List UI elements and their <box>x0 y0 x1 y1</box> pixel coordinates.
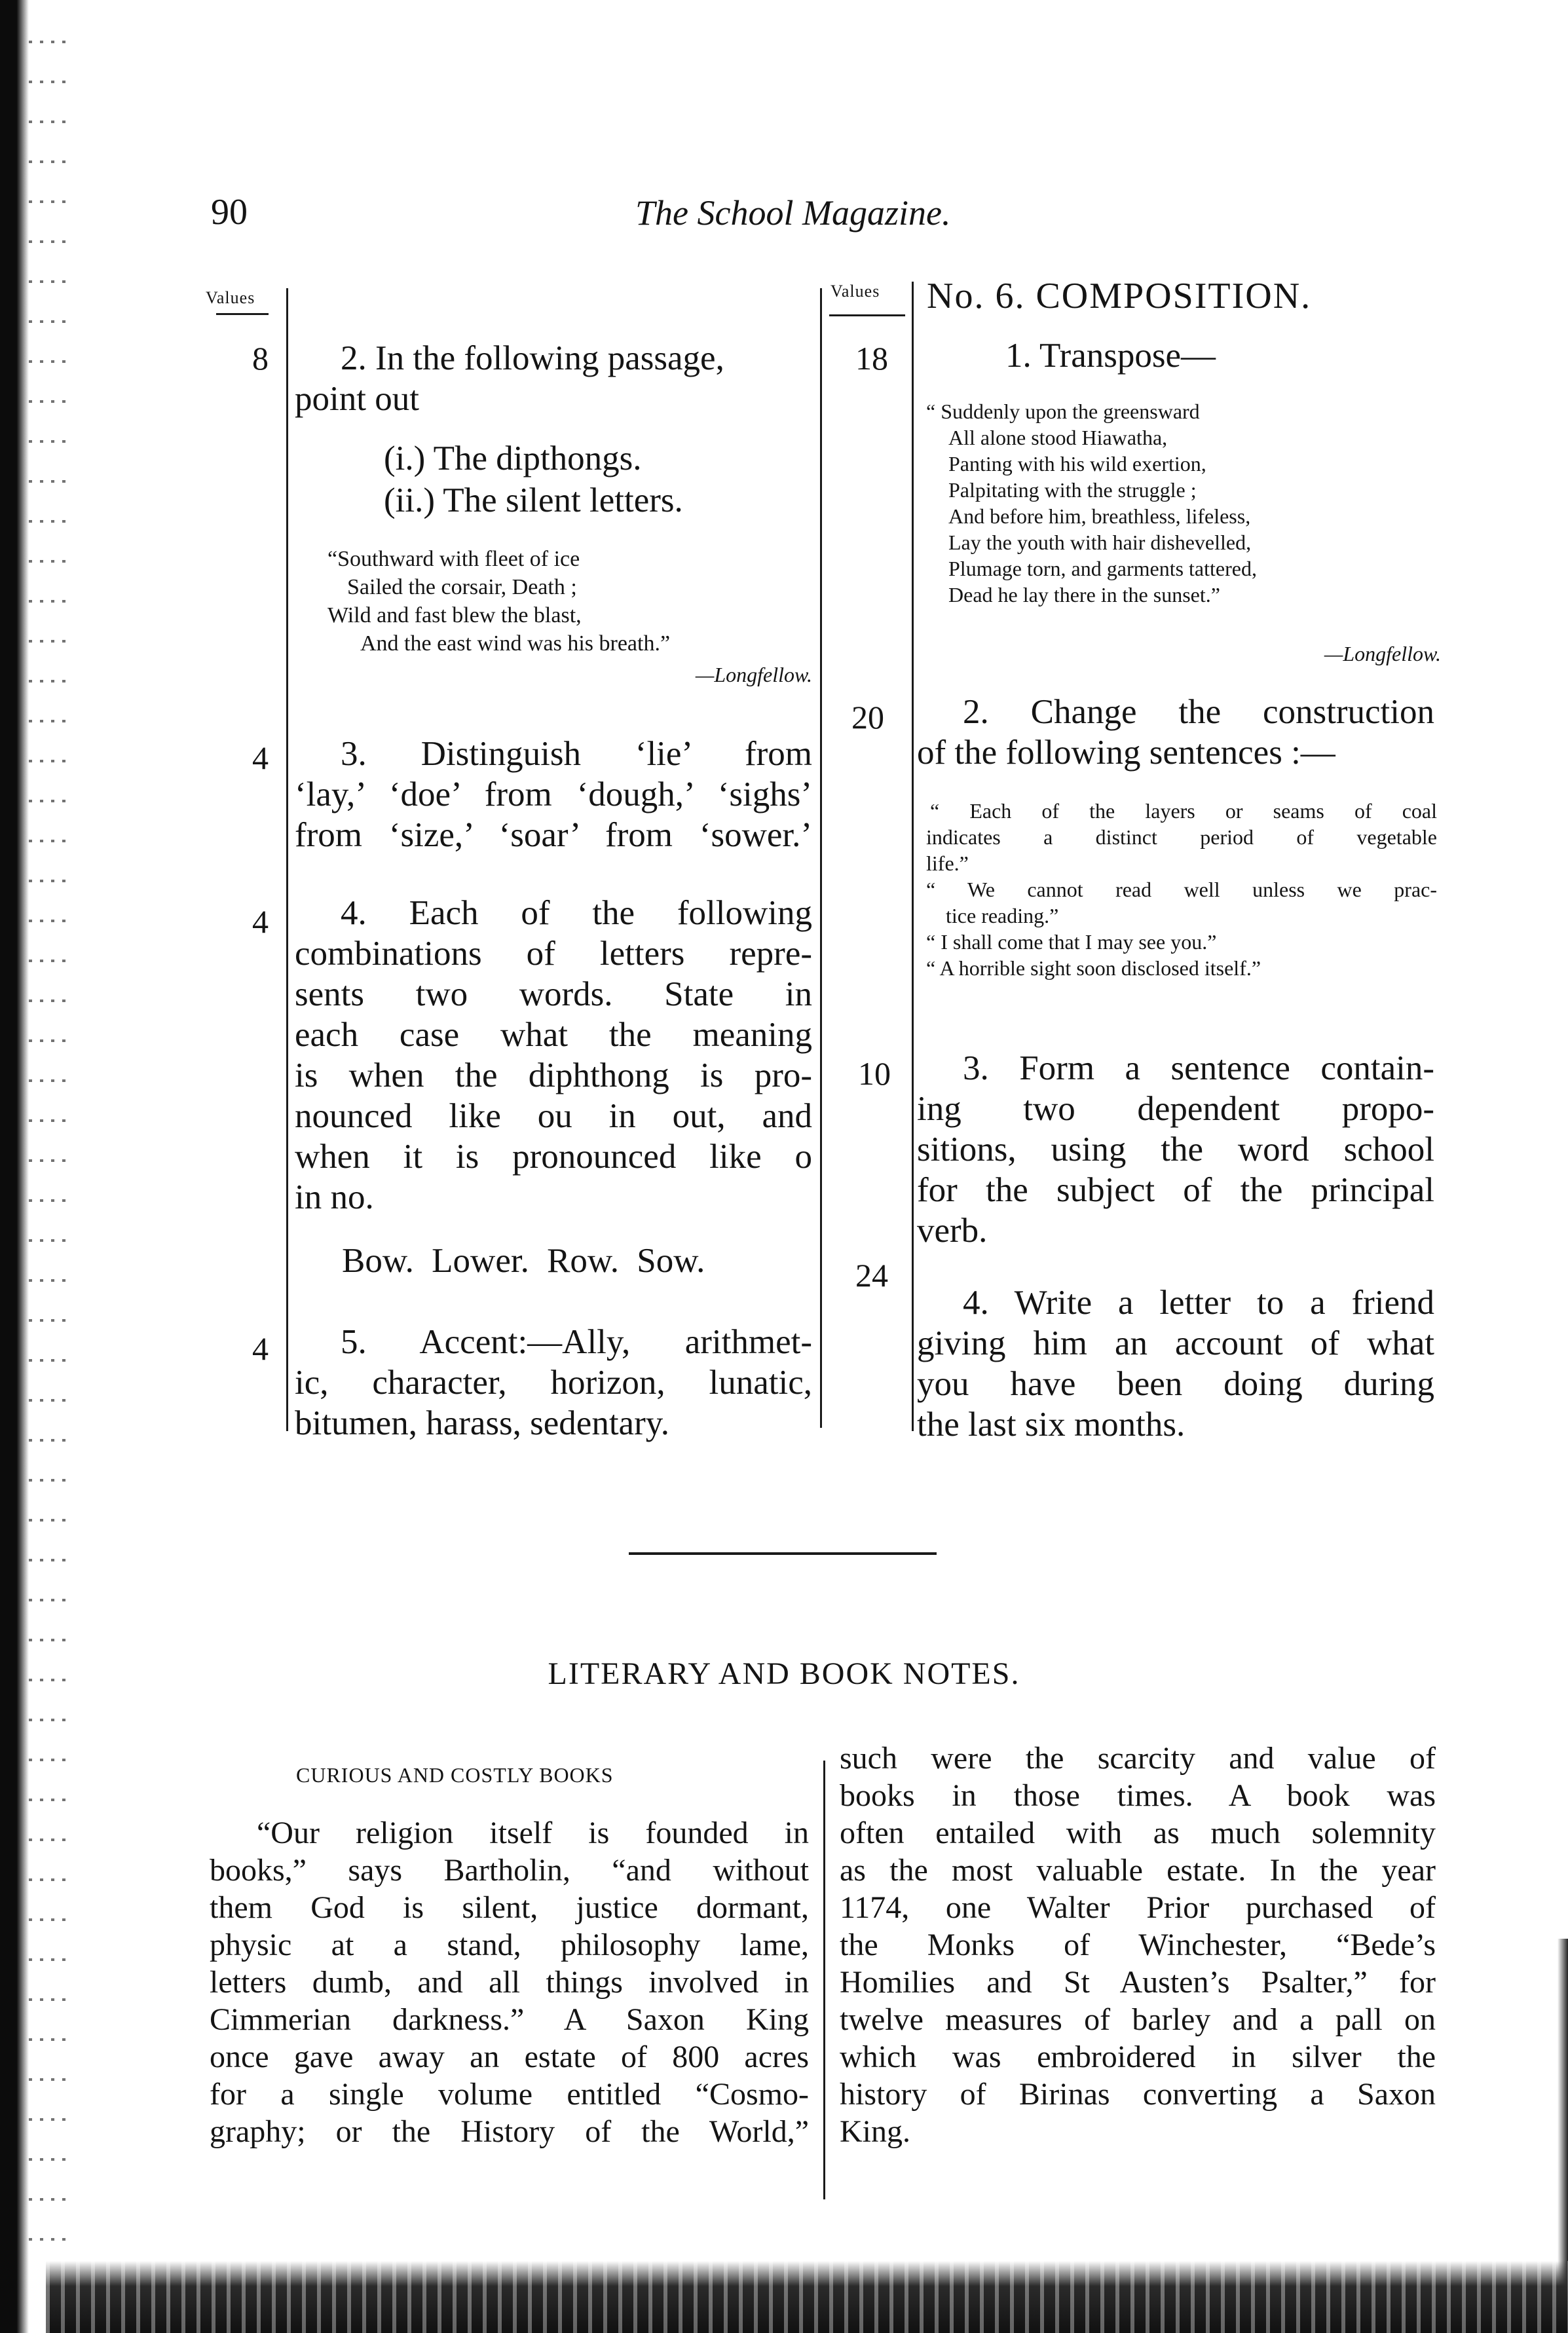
value-q2: 8 <box>252 340 269 377</box>
page-number: 90 <box>211 192 248 233</box>
left-values-rule <box>286 288 288 1431</box>
question-5-line: bitumen, harass, sedentary. <box>295 1404 670 1442</box>
scan-right-edge-shadow <box>1558 1939 1568 2305</box>
r-question-4-line: giving him an account of what <box>917 1324 1434 1362</box>
value-r-q4: 24 <box>855 1257 888 1294</box>
r-question-4 <box>917 1282 1434 1445</box>
r-q2-quote-line: tice reading.” <box>946 904 1059 927</box>
q2-quote-line: “Southward with fleet of ice <box>327 547 580 571</box>
r-question-3 <box>917 1048 1434 1251</box>
r-question-3-line: sitions, using the word school <box>917 1130 1434 1168</box>
question-5 <box>295 1322 812 1444</box>
r-q1-quote <box>926 398 1444 608</box>
r-q1-quote-line: Palpitating with the struggle ; <box>948 478 1197 502</box>
r-question-4-line: 4. Write a letter to a friend <box>963 1284 1434 1322</box>
r-question-4-line: the last six months. <box>917 1406 1185 1444</box>
running-head: The School Magazine. <box>635 193 951 233</box>
question-2-line-2: point out <box>295 380 419 418</box>
value-r-q3: 10 <box>858 1055 891 1092</box>
r-question-2-line: of the following sentences :— <box>917 734 1335 772</box>
question-2-line-1: 2. In the following passage, <box>341 339 724 377</box>
right-values-rule <box>912 282 914 1431</box>
r-question-2 <box>917 692 1434 773</box>
article-line: “Our religion itself is founded in <box>257 1816 809 1850</box>
right-values-underline <box>829 314 905 316</box>
q2-subitem-1: (i.) The dipthongs. <box>384 439 642 477</box>
article-line: history of Birinas converting a Saxon <box>840 2077 1436 2112</box>
r-q2-quote-line: life.” <box>926 851 969 875</box>
value-q3: 4 <box>252 739 269 776</box>
r-question-3-line: 3. Form a sentence contain- <box>963 1049 1434 1087</box>
r-q1-quote-line: Plumage torn, and garments tattered, <box>948 557 1257 580</box>
question-4-line: sents two words. State in <box>295 975 812 1013</box>
article-line: twelve measures of barley and a pall on <box>840 2002 1436 2037</box>
question-4-line: is when the diphthong is pro- <box>295 1056 812 1094</box>
article-subhead: CURIOUS AND COSTLY BOOKS <box>296 1763 614 1787</box>
r-q2-quote-line: “ A horrible sight soon disclosed itself.” <box>926 956 1261 980</box>
article-line: Cimmerian darkness.” A Saxon King <box>210 2002 809 2037</box>
r-question-3-line: for the subject of the principal <box>917 1171 1434 1209</box>
article-line: the Monks of Winchester, “Bede’s <box>840 1928 1436 1962</box>
r-q1-quote-line: Dead he lay there in the sunset.” <box>948 583 1220 607</box>
r-question-2-line: 2. Change the construction <box>963 693 1434 731</box>
question-3-line: ‘lay,’ ‘doe’ from ‘dough,’ ‘sighs’ <box>295 775 812 813</box>
r-q2-quote-line: indicates a distinct period of vegetable <box>926 825 1437 849</box>
value-r-q2: 20 <box>851 699 884 736</box>
question-4 <box>295 893 812 1218</box>
article-line: books in those times. A book was <box>840 1778 1436 1813</box>
article-line: them God is silent, justice dormant, <box>210 1890 809 1925</box>
q2-quote <box>308 545 819 658</box>
article-line: 1174, one Walter Prior purchased of <box>840 1890 1436 1925</box>
question-4-line: each case what the meaning <box>295 1016 812 1054</box>
question-4-line: in no. <box>295 1178 374 1216</box>
article-line: for a single volume entitled “Cosmo- <box>210 2077 809 2112</box>
question-3-line: 3. Distinguish ‘lie’ from <box>341 735 812 773</box>
article-line: books,” says Bartholin, “and without <box>210 1853 809 1888</box>
r-q2-quote-line: “ Each of the layers or seams of coal <box>930 799 1437 823</box>
q2-quote-line: Wild and fast blew the blast, <box>327 603 582 627</box>
r-q1-quote-line: All alone stood Hiawatha, <box>948 426 1168 449</box>
center-column-rule <box>820 288 822 1428</box>
r-question-1: 1. Transpose— <box>1005 337 1216 375</box>
article-line: King. <box>840 2114 910 2149</box>
article-line: once gave away an estate of 800 acres <box>210 2040 809 2074</box>
article-line: as the most valuable estate. In the year <box>840 1853 1436 1888</box>
article-line: graphy; or the History of the World,” <box>210 2114 809 2149</box>
question-5-line: 5. Accent:—Ally, arithmet- <box>341 1323 812 1361</box>
r-question-3-line: ing two dependent propo- <box>917 1090 1434 1128</box>
question-3 <box>295 734 812 855</box>
left-values-underline <box>216 313 269 315</box>
article-line: which was embroidered in silver the <box>840 2040 1436 2074</box>
question-2 <box>295 338 812 419</box>
values-label-left: Values <box>206 288 255 307</box>
value-q5: 4 <box>252 1330 269 1367</box>
r-q1-quote-author: —Longfellow. <box>1324 642 1441 665</box>
value-r-q1: 18 <box>855 340 888 377</box>
scan-left-edge-specks <box>29 26 68 2266</box>
value-q4: 4 <box>252 903 269 940</box>
question-4-line: when it is pronounced like o <box>295 1138 812 1176</box>
q2-subitem-2: (ii.) The silent letters. <box>384 481 683 519</box>
article-line: often entailed with as much solemnity <box>840 1816 1436 1850</box>
question-3-line: from ‘size,’ ‘soar’ from ‘sower.’ <box>295 816 812 854</box>
question-4-line: combinations of letters repre- <box>295 935 812 973</box>
q2-quote-author: —Longfellow. <box>695 663 812 686</box>
section-separator <box>629 1552 937 1555</box>
article-line: such were the scarcity and value of <box>840 1741 1436 1776</box>
scan-left-edge-shadow <box>0 0 29 2333</box>
question-4-line: nounced like ou in out, and <box>295 1097 812 1135</box>
r-q1-quote-line: “ Suddenly upon the greensward <box>926 400 1200 423</box>
r-question-4-line: you have been doing during <box>917 1365 1434 1403</box>
values-label-right: Values <box>831 282 880 301</box>
article-line: letters dumb, and all things involved in <box>210 1965 809 2000</box>
r-q1-quote-line: Lay the youth with hair dishevelled, <box>948 531 1252 554</box>
q4-word-list: Bow. Lower. Row. Sow. <box>342 1242 705 1280</box>
r-question-3-line: verb. <box>917 1212 988 1250</box>
r-q2-quote-line: “ We cannot read well unless we prac- <box>926 878 1437 901</box>
article-line: physic at a stand, philosophy lame, <box>210 1928 809 1962</box>
article-right-column <box>840 1740 1436 2150</box>
composition-heading: No. 6. COMPOSITION. <box>927 276 1312 316</box>
article-line: Homilies and St Austen’s Psalter,” for <box>840 1965 1436 2000</box>
question-5-line: ic, character, horizon, lunatic, <box>295 1364 812 1402</box>
article-left-column <box>210 1814 809 2150</box>
section-title: LITERARY AND BOOK NOTES. <box>548 1656 1020 1691</box>
r-q1-quote-line: Panting with his wild exertion, <box>948 452 1206 476</box>
r-q2-quote <box>926 798 1437 981</box>
scan-bottom-edge-band <box>46 2261 1568 2333</box>
notes-column-rule <box>823 1761 825 2199</box>
r-q2-quote-line: “ I shall come that I may see you.” <box>926 930 1217 954</box>
q2-quote-line: And the east wind was his breath.” <box>360 631 671 656</box>
q2-quote-line: Sailed the corsair, Death ; <box>347 575 577 599</box>
r-q1-quote-line: And before him, breathless, lifeless, <box>948 504 1251 528</box>
question-4-line: 4. Each of the following <box>341 894 812 932</box>
